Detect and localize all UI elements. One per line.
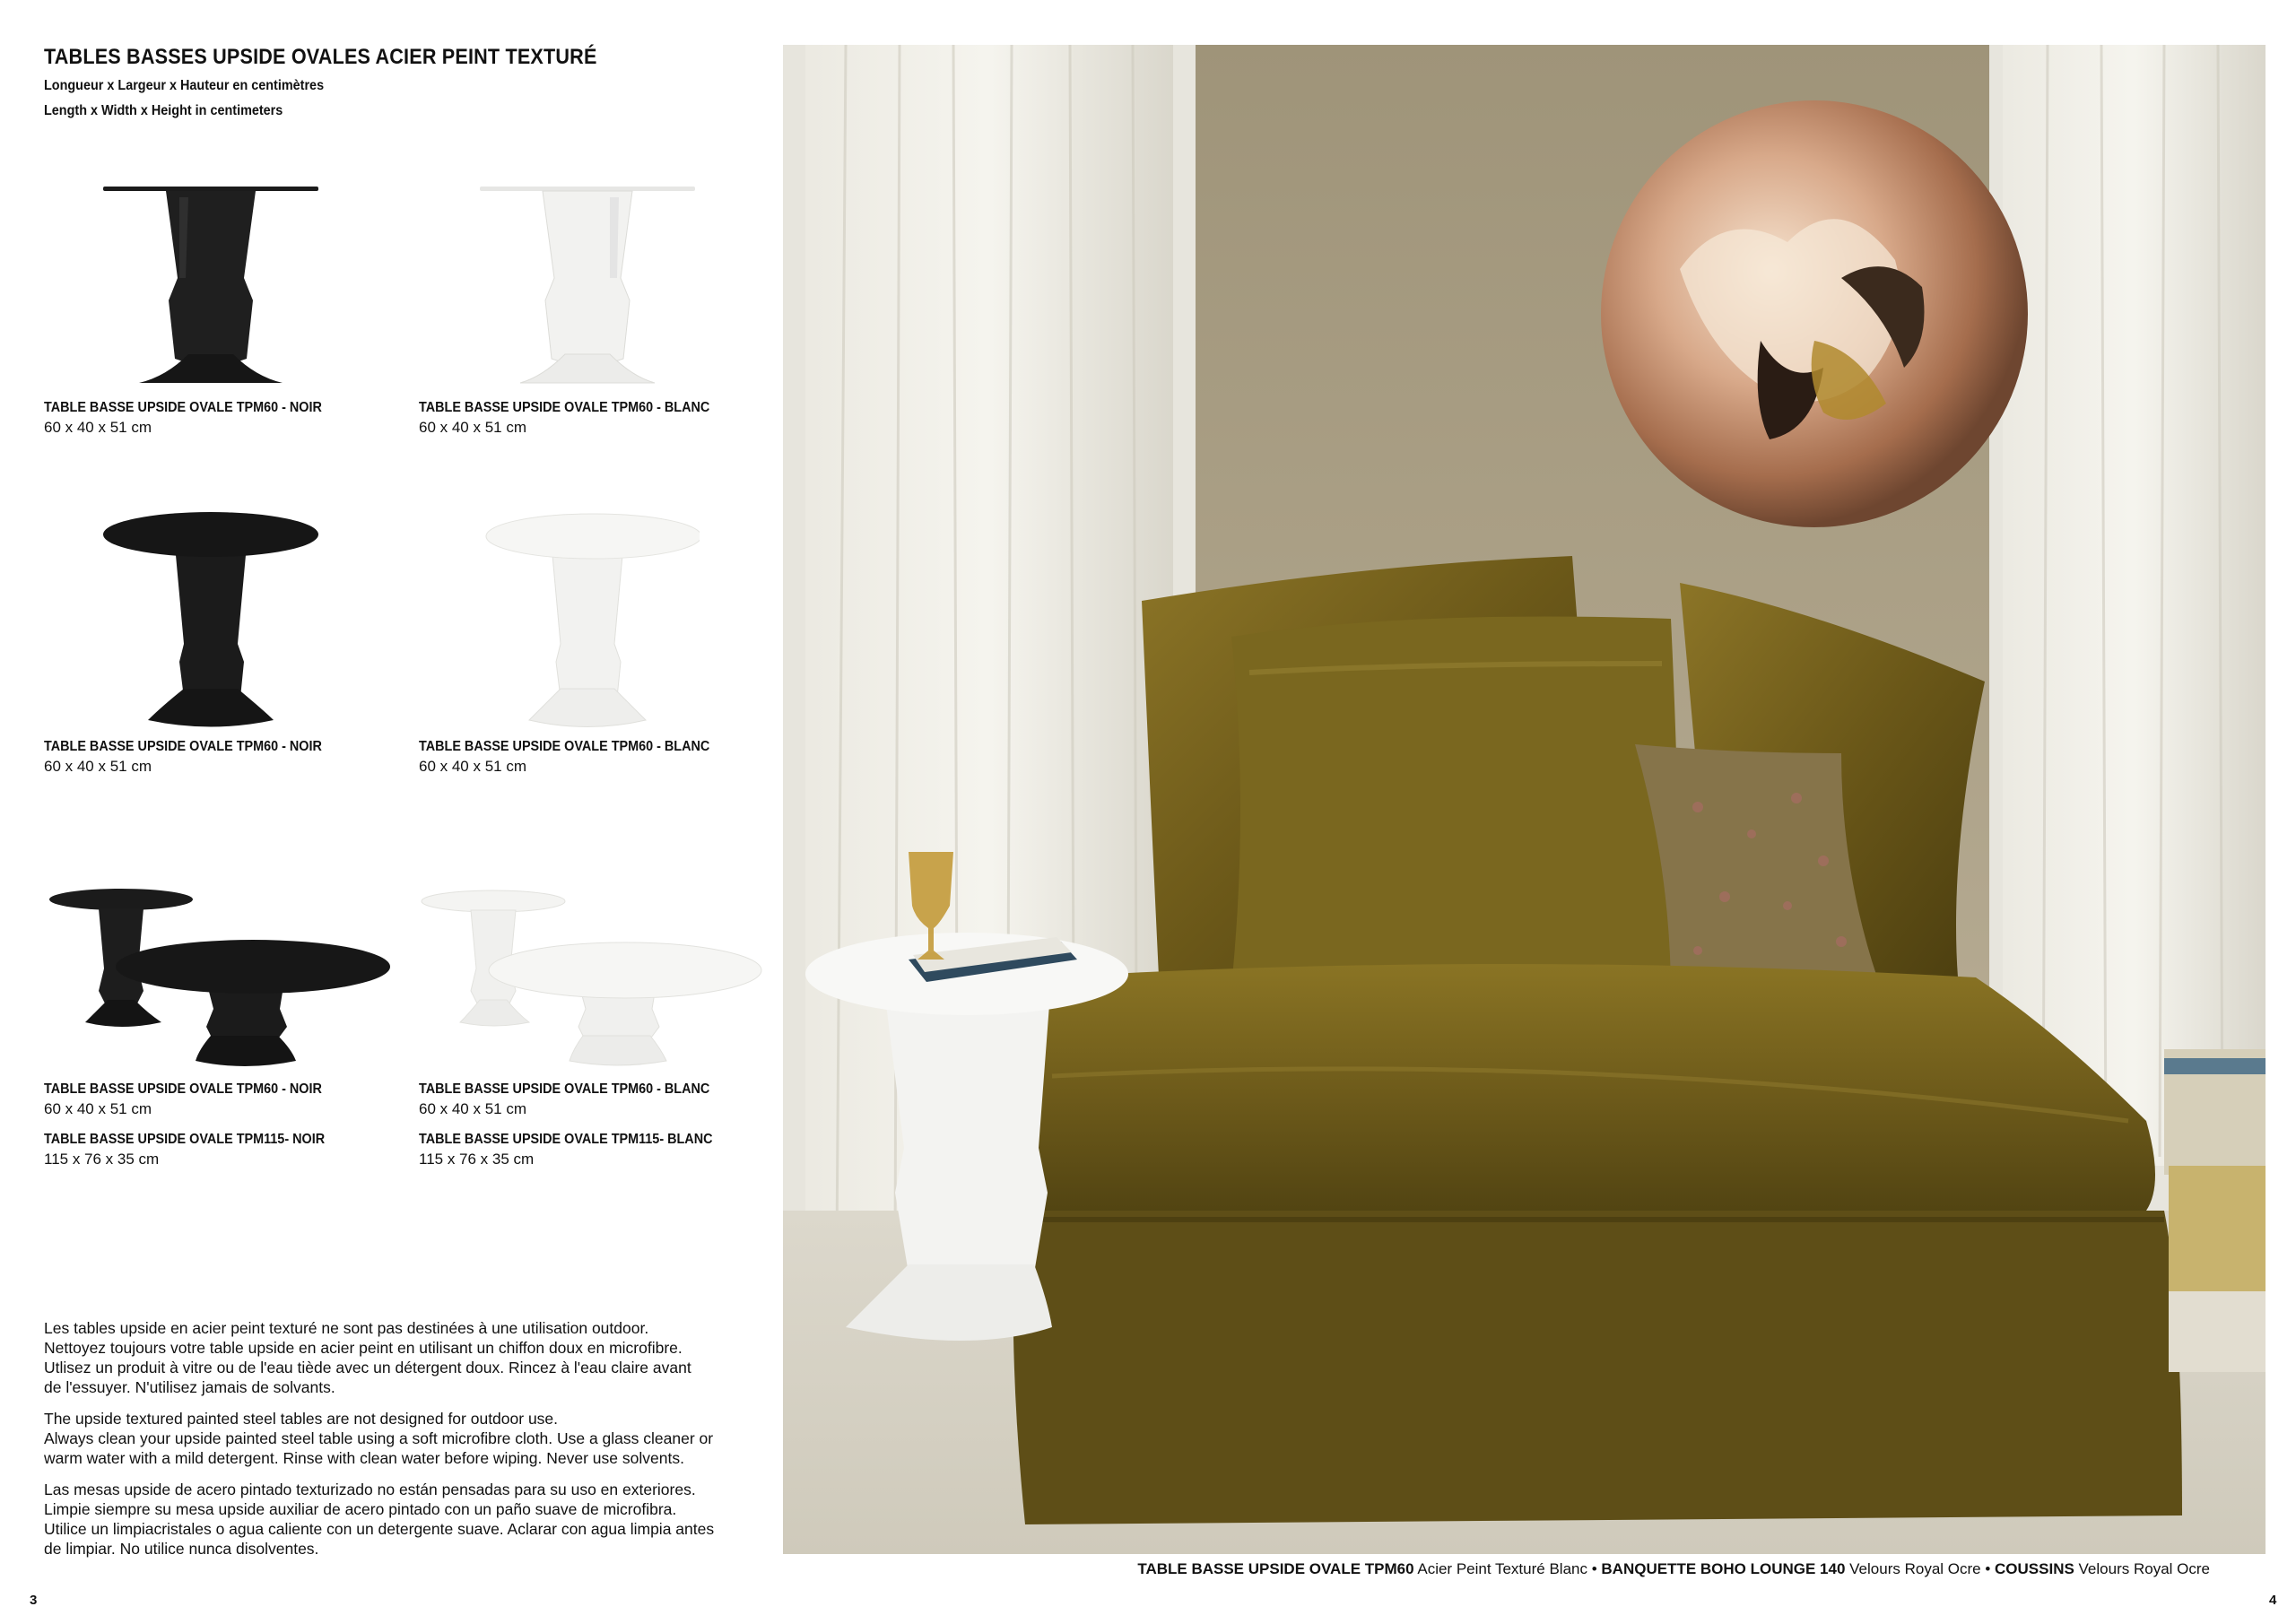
lifestyle-photo (783, 45, 2266, 1554)
product-dims: 60 x 40 x 51 cm (44, 419, 152, 436)
caption-text: Velours Royal Ocre (2074, 1560, 2210, 1577)
product-image-tpm60-noir-side (99, 184, 323, 390)
caption-product-table: TABLE BASSE UPSIDE OVALE TPM60 (1137, 1560, 1414, 1577)
care-line: The upside textured painted steel tables are not designed for outdoor use. (44, 1410, 559, 1428)
product-name: TABLE BASSE UPSIDE OVALE TPM60 - NOIR (44, 739, 322, 754)
product-image-tpm60-noir-top (99, 509, 323, 729)
care-line: de l'essuyer. N'utilisez jamais de solvants. (44, 1378, 335, 1396)
product-dims: 60 x 40 x 51 cm (419, 419, 527, 436)
caption-text: Velours Royal Ocre • (1845, 1560, 1996, 1577)
product-dims: 60 x 40 x 51 cm (419, 758, 527, 775)
caption-product-bench: BANQUETTE BOHO LOUNGE 140 (1601, 1560, 1846, 1577)
care-line: Les tables upside en acier peint texturé ne sont pas destinées à une utilisation outdoor. (44, 1319, 649, 1337)
product-name: TABLE BASSE UPSIDE OVALE TPM115- NOIR (44, 1132, 326, 1147)
product-name: TABLE BASSE UPSIDE OVALE TPM60 - NOIR (44, 400, 322, 415)
care-line: Always clean your upside painted steel table using a soft microfibre cloth. Use a glass cleaner or (44, 1429, 714, 1447)
product-image-tpm60-blanc-side (475, 184, 700, 390)
product-dims: 115 x 76 x 35 cm (419, 1151, 535, 1168)
care-line: Limpie siempre su mesa upside auxiliar de acero pintado con un paño suave de microfibra. (44, 1500, 677, 1518)
care-line: Las mesas upside de acero pintado texturizado no están pensadas para su uso en exteriores. (44, 1481, 696, 1498)
subtitle-en: Length x Width x Height in centimeters (44, 103, 283, 118)
care-text-es (44, 1480, 770, 1559)
product-dims: 60 x 40 x 51 cm (44, 1100, 152, 1117)
care-line: Nettoyez toujours votre table upside en acier peint en utilisant un chiffon doux en microfibre. (44, 1339, 683, 1357)
photo-caption (1137, 1560, 2210, 1578)
product-image-tpm60-tpm115-blanc (417, 883, 767, 1072)
caption-text: Acier Peint Texturé Blanc • (1413, 1560, 1602, 1577)
product-dims: 60 x 40 x 51 cm (419, 1100, 527, 1117)
care-line: de limpiar. No utilice nunca disolventes. (44, 1540, 319, 1558)
product-dims: 115 x 76 x 35 cm (44, 1151, 160, 1168)
page-number-left: 3 (30, 1593, 38, 1608)
care-text-fr (44, 1318, 770, 1397)
care-line: warm water with a mild detergent. Rinse with clean water before wiping. Never use solvents. (44, 1449, 684, 1467)
page-number-right: 4 (2269, 1593, 2277, 1608)
subtitle-fr: Longueur x Largeur x Hauteur en centimètres (44, 78, 325, 93)
page-title: TABLES BASSES UPSIDE OVALES ACIER PEINT TEXTURÉ (44, 45, 597, 69)
product-name: TABLE BASSE UPSIDE OVALE TPM60 - BLANC (419, 1081, 710, 1097)
product-name: TABLE BASSE UPSIDE OVALE TPM115- BLANC (419, 1132, 713, 1147)
care-text-en (44, 1409, 770, 1468)
product-name: TABLE BASSE UPSIDE OVALE TPM60 - BLANC (419, 739, 710, 754)
product-image-tpm60-blanc-top (475, 509, 700, 729)
caption-product-cushions: COUSSINS (1995, 1560, 2074, 1577)
care-line: Utilice un limpiacristales o agua caliente con un detergente suave. Aclarar con agua limpia antes (44, 1520, 715, 1538)
product-name: TABLE BASSE UPSIDE OVALE TPM60 - NOIR (44, 1081, 322, 1097)
product-name: TABLE BASSE UPSIDE OVALE TPM60 - BLANC (419, 400, 710, 415)
product-image-tpm60-tpm115-noir (45, 883, 395, 1072)
product-dims: 60 x 40 x 51 cm (44, 758, 152, 775)
care-line: Utlisez un produit à vitre ou de l'eau tiède avec un détergent doux. Rincez à l'eau claire avant (44, 1359, 691, 1376)
